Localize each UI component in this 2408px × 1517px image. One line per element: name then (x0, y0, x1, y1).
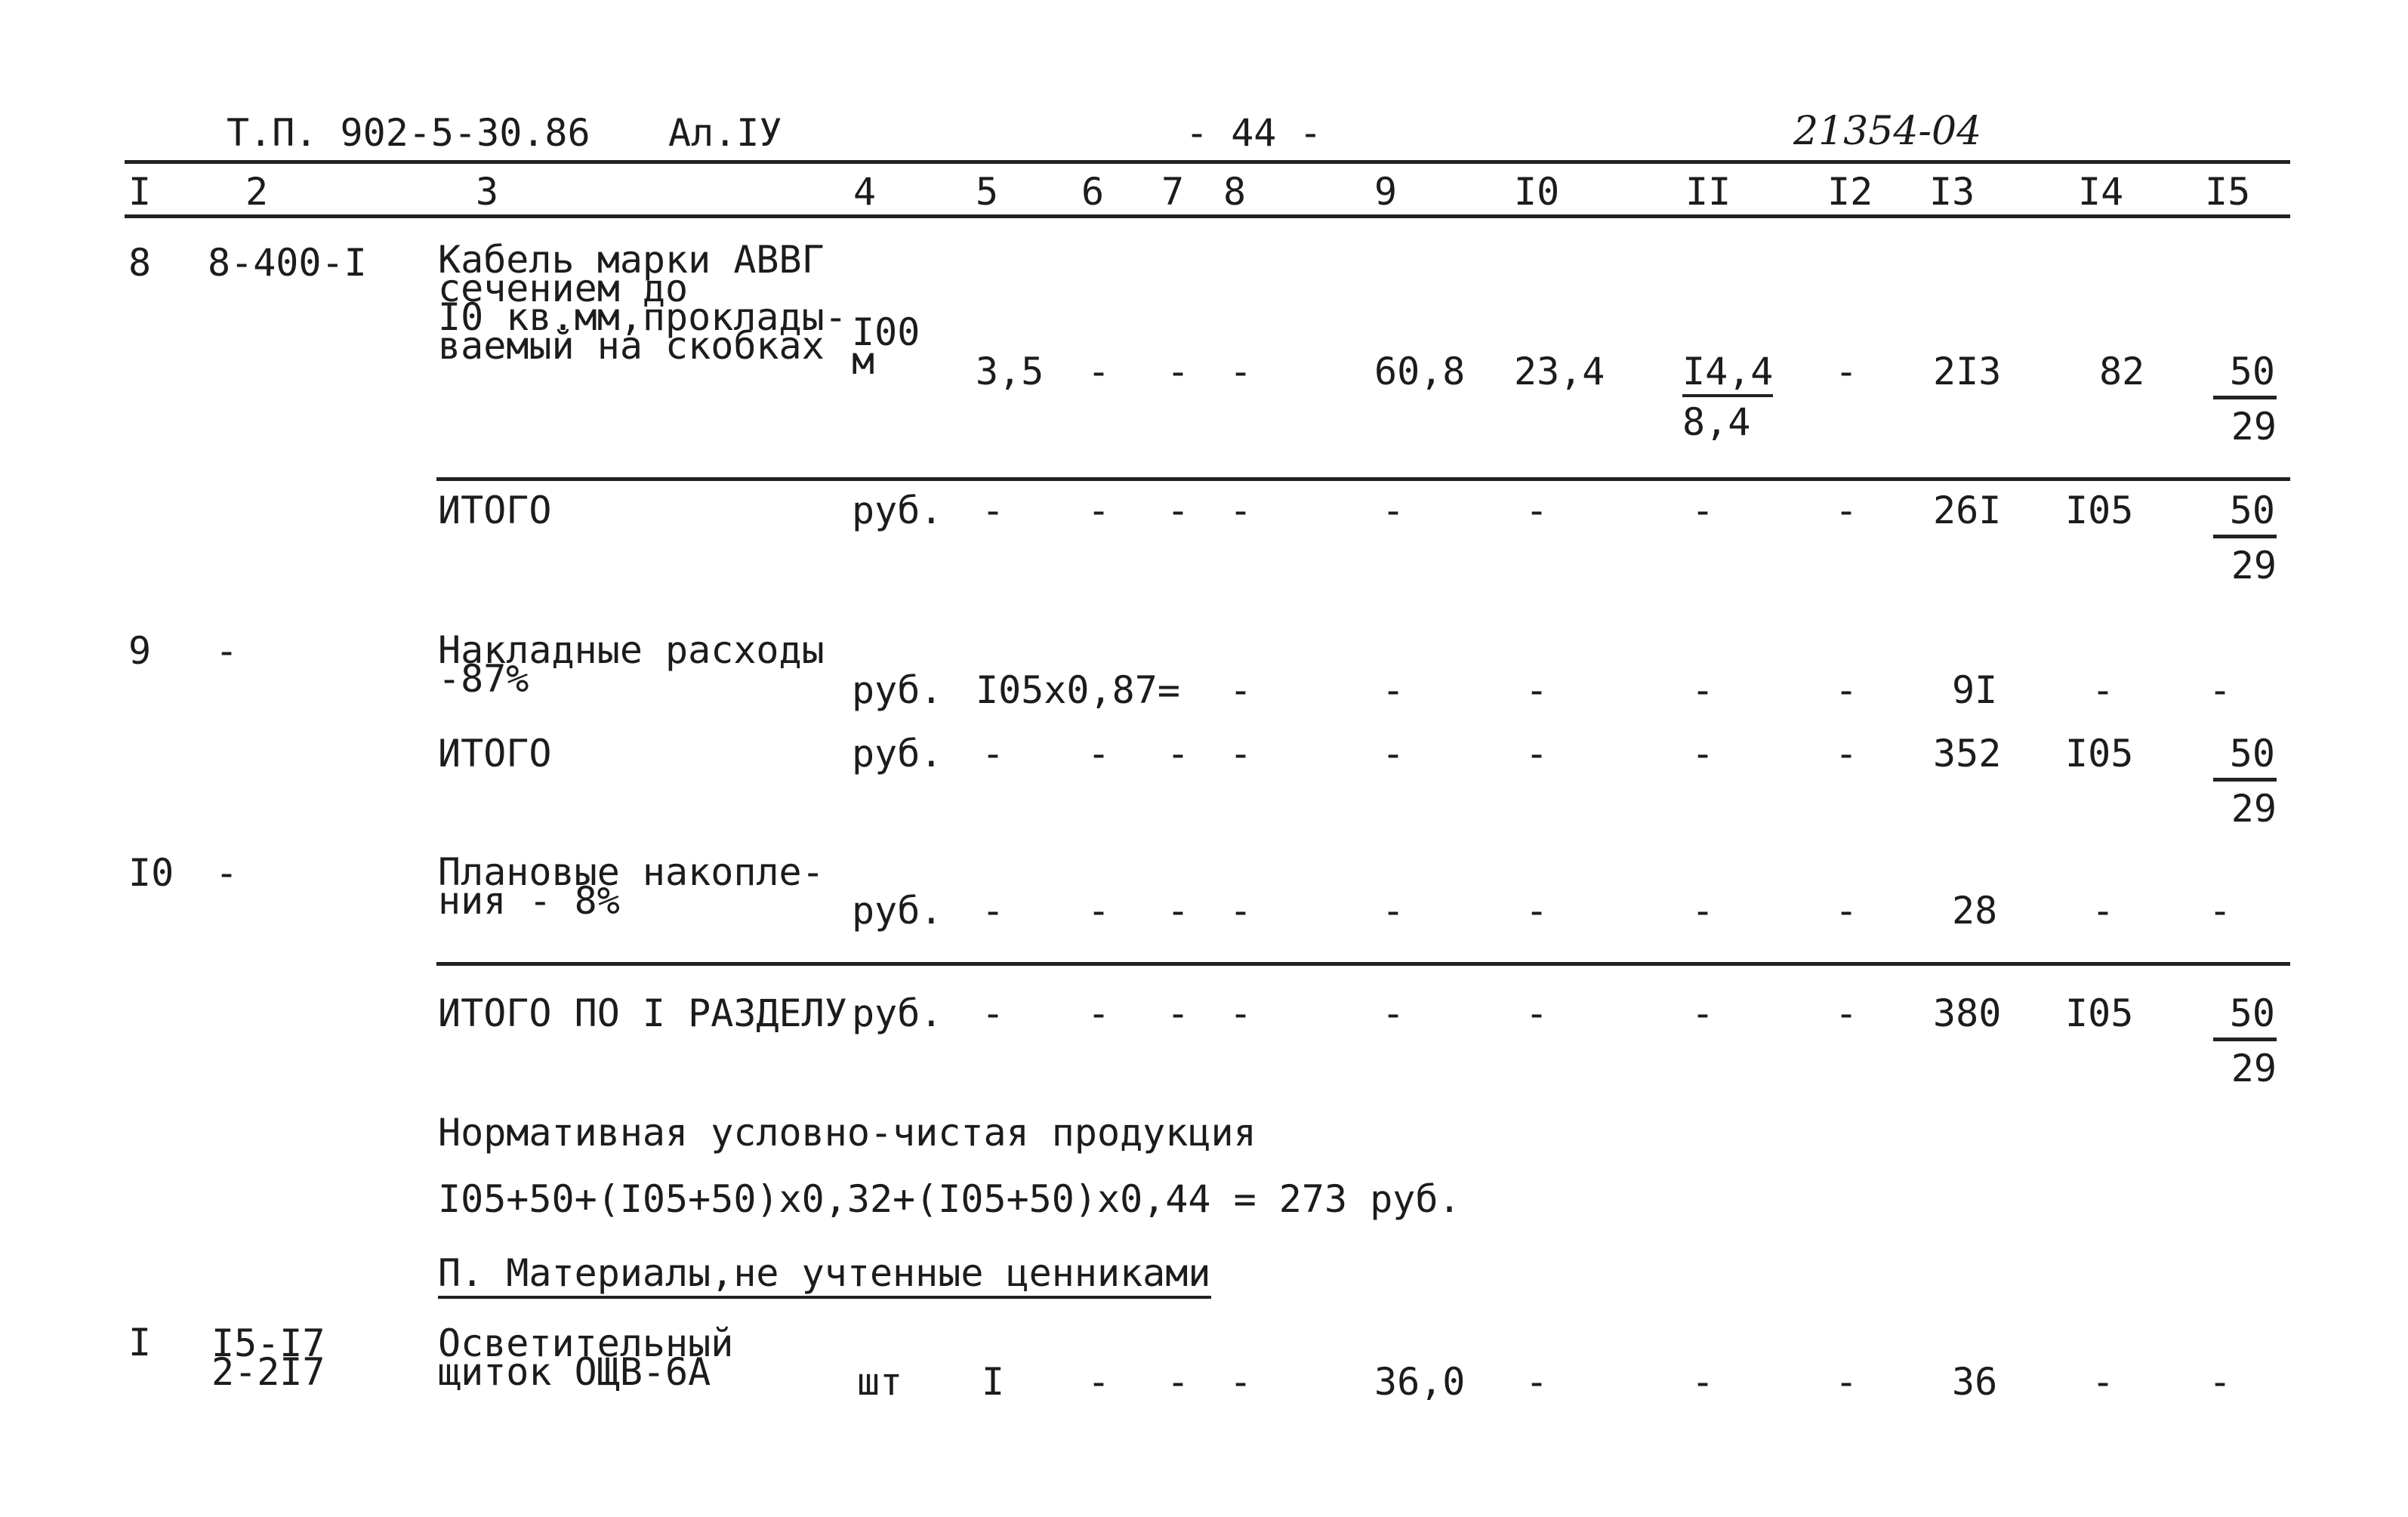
row-number: I0 (128, 851, 174, 895)
cell-col14: 82 (2099, 350, 2145, 393)
cell-col6: - (1087, 889, 1111, 933)
fraction-numerator: 50 (2213, 994, 2277, 1041)
header-rule-top (125, 160, 2290, 164)
cell-col13: 380 (1933, 991, 2002, 1035)
col-header-10: I0 (1514, 170, 1560, 214)
row-description: Осветительный щиток ОЩВ-6А (438, 1321, 734, 1394)
row-label: ИТОГО (438, 489, 552, 532)
cell-col7: - (1167, 889, 1190, 933)
cell-col7: - (1167, 991, 1190, 1035)
fraction-numerator: 50 (2213, 352, 2277, 399)
cell-col10: - (1525, 732, 1549, 775)
cell-col10: - (1525, 1360, 1549, 1404)
cell-col8: - (1229, 489, 1253, 532)
cell-col5: 3,5 (976, 350, 1044, 393)
cell-col6: - (1087, 1360, 1111, 1404)
cell-col13: 28 (1952, 889, 1998, 933)
cell-col8: - (1229, 889, 1253, 933)
row-code: - (215, 851, 239, 895)
cell-col9: - (1382, 489, 1405, 532)
cell-col7: - (1167, 489, 1190, 532)
row-unit: руб. (852, 991, 943, 1035)
cell-col14: - (2092, 889, 2115, 933)
col-header-9: 9 (1374, 170, 1398, 214)
doc-code: Т.П. 902-5-30.86 (227, 111, 590, 155)
cell-col12: - (1835, 489, 1858, 532)
cell-col9: 60,8 (1374, 350, 1466, 393)
cell-col5: - (982, 732, 1005, 775)
col-header-2: 2 (245, 170, 269, 214)
cell-col6: - (1087, 732, 1111, 775)
cell-col15-fraction (2201, 350, 2277, 449)
cell-col13: 36 (1952, 1360, 1998, 1404)
cell-col10: 23,4 (1514, 350, 1605, 393)
col-header-12: I2 (1827, 170, 1873, 214)
cell-col5: - (982, 889, 1005, 933)
row-number: 9 (128, 629, 152, 673)
row-code: - (215, 629, 239, 673)
cell-col12: - (1835, 668, 1858, 712)
cell-col9: 36,0 (1374, 1360, 1466, 1404)
cell-col11: - (1691, 489, 1715, 532)
cell-col11: - (1691, 991, 1715, 1035)
cell-col12: - (1835, 889, 1858, 933)
col-header-3: 3 (476, 170, 499, 214)
cell-col10: - (1525, 668, 1549, 712)
cell-col7: - (1167, 1360, 1190, 1404)
cell-col12: - (1835, 350, 1858, 393)
cell-col11: - (1691, 889, 1715, 933)
cell-col15-fraction (2201, 732, 2277, 831)
cell-col11: - (1691, 668, 1715, 712)
col-header-6: 6 (1081, 170, 1105, 214)
row-unit: руб. (852, 889, 943, 933)
cell-col8: - (1229, 668, 1253, 712)
row-description: Кабель марки АВВГ сечением до I0 кв.мм,проклады- ваемый на скобках (438, 238, 847, 368)
col-header-11: II (1685, 170, 1731, 214)
section-2-title: П. Материалы,не учтенные ценниками (438, 1253, 1211, 1299)
col-header-1: I (128, 170, 152, 214)
cell-col13: 2I3 (1933, 350, 2002, 393)
cell-col9: - (1382, 991, 1405, 1035)
row-description: Плановые накопле- ния - 8% (438, 850, 825, 923)
cell-col9: - (1382, 889, 1405, 933)
row-label: ИТОГО ПО I РАЗДЕЛУ (438, 991, 847, 1035)
row-unit: руб. (852, 489, 943, 532)
cell-col8: - (1229, 732, 1253, 775)
row-code: 8-400-I (208, 241, 367, 285)
cell-col13: 352 (1933, 732, 2002, 775)
cell-col10: - (1525, 991, 1549, 1035)
fraction-denominator: 29 (2231, 787, 2277, 831)
cell-col11: - (1691, 1360, 1715, 1404)
cell-col15-fraction (2201, 491, 2277, 585)
normative-product-formula: I05+50+(I05+50)x0,32+(I05+50)x0,44 = 273 руб. (438, 1177, 1461, 1221)
cell-col14: I05 (2065, 991, 2134, 1035)
cell-col8: - (1229, 350, 1253, 393)
cell-col11: - (1691, 732, 1715, 775)
cell-col5: I (982, 1360, 1005, 1404)
cell-col13: 9I (1952, 668, 1998, 712)
row-unit: I00 м (852, 310, 920, 383)
cell-col11-bottom: 8,4 (1682, 400, 1751, 444)
cell-col6: - (1087, 350, 1111, 393)
normative-product-title: Нормативная условно-чистая продукция (438, 1111, 1256, 1155)
reference-number: 21354-04 (1793, 109, 1982, 154)
row-unit: шт (857, 1360, 903, 1404)
cell-col5: - (982, 489, 1005, 532)
row-code: I5-I7 2-2I7 (211, 1321, 325, 1394)
cell-col15: - (2209, 889, 2232, 933)
fraction-numerator: 50 (2213, 491, 2277, 538)
row-label: ИТОГО (438, 732, 552, 775)
cell-col14: - (2092, 668, 2115, 712)
col-header-4: 4 (853, 170, 877, 214)
col-header-5: 5 (976, 170, 999, 214)
cell-col6: - (1087, 991, 1111, 1035)
row-description: Накладные расходы -87% (438, 628, 825, 701)
row-unit: руб. (852, 732, 943, 775)
fraction-numerator: 50 (2213, 734, 2277, 782)
cell-col12: - (1835, 732, 1858, 775)
cell-col11-top: I4,4 (1682, 352, 1773, 397)
page-number: - 44 - (1186, 111, 1322, 155)
cell-col8: - (1229, 991, 1253, 1035)
cell-col14: I05 (2065, 732, 2134, 775)
col-header-15: I5 (2205, 170, 2251, 214)
cell-col14: I05 (2065, 489, 2134, 532)
cell-col14: - (2092, 1360, 2115, 1404)
cell-col9: - (1382, 732, 1405, 775)
fraction-denominator: 29 (2231, 405, 2277, 449)
header-rule-bottom (125, 214, 2290, 218)
row-number: 8 (128, 241, 152, 285)
section-total-rule (436, 962, 2290, 966)
cell-col7: - (1167, 732, 1190, 775)
cell-col13: 26I (1933, 489, 2002, 532)
cell-col8: - (1229, 1360, 1253, 1404)
cell-col15: - (2209, 1360, 2232, 1404)
col-header-13: I3 (1929, 170, 1975, 214)
cell-col10: - (1525, 489, 1549, 532)
cell-col7: - (1167, 350, 1190, 393)
col-header-7: 7 (1161, 170, 1185, 214)
cell-col5-formula: I05x0,87= (976, 668, 1180, 712)
fraction-denominator: 29 (2231, 544, 2277, 587)
row-number: I (128, 1321, 152, 1364)
fraction-denominator: 29 (2231, 1047, 2277, 1090)
cell-col12: - (1835, 1360, 1858, 1404)
cell-col15-fraction (2201, 991, 2277, 1090)
cell-col5: - (982, 991, 1005, 1035)
cell-col12: - (1835, 991, 1858, 1035)
cell-col10: - (1525, 889, 1549, 933)
row-unit: руб. (852, 668, 943, 712)
col-header-14: I4 (2078, 170, 2124, 214)
cell-col15: - (2209, 668, 2232, 712)
col-header-8: 8 (1223, 170, 1247, 214)
subtotal-rule (436, 477, 2290, 481)
cell-col6: - (1087, 489, 1111, 532)
album-label: Ал.IУ (668, 111, 782, 155)
cell-col9: - (1382, 668, 1405, 712)
